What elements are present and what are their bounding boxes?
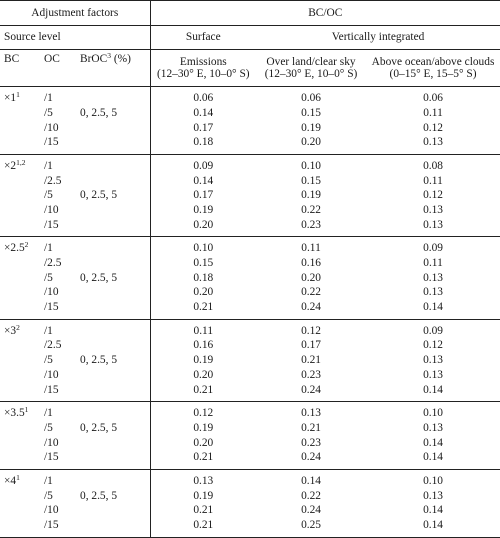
emis-value-cell: 0.16 bbox=[193, 339, 214, 352]
land-value-cell: 0.15 bbox=[301, 174, 321, 187]
bc-factor-cell bbox=[0, 300, 38, 319]
land-value-cell: 0.22 bbox=[301, 489, 321, 502]
broc-cell bbox=[80, 338, 150, 353]
broc-cell: 0, 2.5, 5 bbox=[80, 421, 150, 436]
land-value-cell: 0.23 bbox=[301, 436, 321, 449]
oc-factor-cell: /10 bbox=[44, 368, 59, 381]
table-row bbox=[0, 285, 500, 300]
table-body bbox=[0, 87, 500, 538]
land-value-cell: 0.24 bbox=[301, 504, 321, 517]
broc-cell bbox=[80, 120, 150, 135]
broc-cell bbox=[80, 382, 150, 401]
broc-cell bbox=[80, 237, 150, 256]
emis-value-cell: 0.19 bbox=[193, 354, 214, 367]
ocean-value-cell: 0.11 bbox=[423, 174, 443, 187]
land-value-cell: 0.21 bbox=[301, 354, 321, 367]
oc-factor-cell: /10 bbox=[44, 203, 59, 216]
emis-value-cell: 0.21 bbox=[193, 451, 214, 464]
table-row bbox=[0, 518, 500, 537]
ocean-value-cell: 0.10 bbox=[366, 402, 500, 421]
bc-factor-cell bbox=[0, 218, 38, 237]
ocean-value-cell: 0.14 bbox=[423, 504, 443, 517]
bc-factor-cell: $\times 3^2$ bbox=[0, 319, 38, 338]
oc-factor-cell: /1 bbox=[38, 154, 80, 173]
land-value-cell: 0.06 bbox=[301, 92, 321, 105]
land-value-cell: 0.11 bbox=[256, 237, 366, 256]
emis-value-cell: 0.06 bbox=[193, 92, 214, 105]
table-row bbox=[0, 218, 500, 237]
table-row bbox=[0, 489, 500, 504]
oc-factor-cell: /10 bbox=[44, 504, 59, 517]
bc-factor-cell: $\times 4^1$ bbox=[0, 469, 38, 488]
bc-factor-cell: $\times 2.5^2$ bbox=[0, 237, 38, 256]
ocean-value-cell: 0.14 bbox=[423, 301, 443, 314]
land-value-cell: 0.23 bbox=[301, 368, 321, 381]
bc-factor-cell bbox=[0, 353, 38, 368]
bc-factor-cell bbox=[0, 382, 38, 401]
land-value-cell: 0.15 bbox=[301, 106, 321, 119]
bc-factor-cell: $\times 1^1$ bbox=[4, 90, 20, 105]
ocean-value-cell: 0.13 bbox=[423, 271, 443, 284]
bc-factor-cell bbox=[0, 106, 38, 121]
bc-factor-cell: $\times 2^{1,2}$ bbox=[0, 154, 38, 173]
ocean-value-cell: 0.11 bbox=[423, 106, 443, 119]
table-row bbox=[0, 450, 500, 469]
table-row bbox=[0, 382, 500, 401]
emis-value-cell: 0.11 bbox=[150, 319, 256, 338]
ocean-value-cell: 0.13 bbox=[423, 136, 443, 149]
emis-value-cell: 0.10 bbox=[150, 237, 256, 256]
table-row bbox=[0, 319, 500, 338]
surface-header: Surface bbox=[150, 26, 256, 50]
oc-factor-cell: /5 bbox=[44, 189, 53, 202]
table-row bbox=[0, 368, 500, 383]
oc-factor-cell: /2.5 bbox=[44, 174, 62, 187]
oc-factor-cell: /5 bbox=[44, 106, 53, 119]
land-value-cell: 0.20 bbox=[301, 271, 321, 284]
vertically-integrated-header: Vertically integrated bbox=[256, 26, 500, 50]
broc-cell bbox=[80, 503, 150, 518]
table-row bbox=[0, 338, 500, 353]
emis-value-cell: 0.20 bbox=[193, 286, 214, 299]
table-row bbox=[0, 120, 500, 135]
emis-value-cell: 0.14 bbox=[193, 174, 214, 187]
land-value-cell: 0.19 bbox=[301, 121, 321, 134]
land-value-cell: 0.16 bbox=[301, 257, 321, 270]
oc-factor-cell: /15 bbox=[44, 136, 59, 149]
broc-cell: 0, 2.5, 5 bbox=[80, 106, 150, 121]
broc-cell bbox=[80, 203, 150, 218]
bc-factor-cell: $\times 3.5^1$ bbox=[0, 402, 38, 421]
ocean-value-cell: 0.09 bbox=[366, 319, 500, 338]
emis-value-cell: 0.18 bbox=[193, 136, 214, 149]
adjustment-factors-header: Adjustment factors bbox=[0, 1, 150, 26]
emis-value-cell: 0.21 bbox=[150, 518, 256, 537]
broc-cell bbox=[80, 218, 150, 237]
oc-factor-cell: /10 bbox=[44, 121, 59, 134]
col-oc-header: OC bbox=[38, 50, 80, 87]
broc-cell bbox=[80, 173, 150, 188]
table-row bbox=[0, 503, 500, 518]
land-value-cell: 0.12 bbox=[256, 319, 366, 338]
broc-cell: 0, 2.5, 5 bbox=[80, 489, 150, 504]
oc-factor-cell: /1 bbox=[38, 402, 80, 421]
oc-factor-cell: /15 bbox=[38, 518, 80, 537]
oc-factor-cell: /1 bbox=[38, 469, 80, 488]
oc-factor-cell: /15 bbox=[44, 301, 59, 314]
land-value-cell: 0.24 bbox=[301, 301, 321, 314]
land-value-cell: 0.24 bbox=[301, 451, 321, 464]
land-value-cell: 0.19 bbox=[301, 189, 321, 202]
emis-value-cell: 0.18 bbox=[193, 271, 214, 284]
emis-value-cell: 0.20 bbox=[193, 436, 214, 449]
table-row bbox=[0, 435, 500, 450]
bc-factor-cell bbox=[0, 135, 38, 154]
oc-factor-cell: /2.5 bbox=[44, 339, 62, 352]
broc-cell bbox=[80, 469, 150, 488]
broc-cell bbox=[80, 368, 150, 383]
bc-factor-cell bbox=[0, 203, 38, 218]
table-row bbox=[0, 188, 500, 203]
table-row bbox=[0, 353, 500, 368]
ocean-value-cell: 0.14 bbox=[423, 383, 443, 396]
broc-cell bbox=[80, 435, 150, 450]
emis-value-cell: 0.21 bbox=[193, 504, 214, 517]
oc-factor-cell: /2.5 bbox=[44, 257, 62, 270]
land-value-cell: 0.21 bbox=[301, 421, 321, 434]
table-row bbox=[0, 469, 500, 488]
land-value-cell: 0.10 bbox=[256, 154, 366, 173]
land-value-cell: 0.22 bbox=[301, 203, 321, 216]
broc-cell bbox=[80, 518, 150, 537]
broc-cell bbox=[80, 87, 150, 106]
emis-value-cell: 0.20 bbox=[193, 218, 214, 231]
ocean-value-cell: 0.13 bbox=[423, 368, 443, 381]
oc-factor-cell: /5 bbox=[44, 421, 53, 434]
ocean-value-cell: 0.13 bbox=[423, 203, 443, 216]
ocean-value-cell: 0.08 bbox=[366, 154, 500, 173]
bc-oc-header: BC/OC bbox=[150, 1, 500, 26]
ocean-value-cell: 0.14 bbox=[423, 436, 443, 449]
oc-factor-cell: /10 bbox=[44, 286, 59, 299]
ocean-value-cell: 0.12 bbox=[423, 121, 443, 134]
bc-factor-cell bbox=[0, 450, 38, 469]
broc-cell bbox=[80, 256, 150, 271]
emis-value-cell: 0.17 bbox=[193, 121, 214, 134]
table-row bbox=[0, 203, 500, 218]
bc-factor-cell bbox=[0, 503, 38, 518]
oc-factor-cell: /15 bbox=[44, 383, 59, 396]
col-bc-header: BC bbox=[0, 50, 38, 87]
land-value-cell: 0.23 bbox=[301, 218, 321, 231]
ocean-value-cell: 0.06 bbox=[423, 92, 443, 105]
table-row bbox=[0, 402, 500, 421]
oc-factor-cell: /15 bbox=[44, 218, 59, 231]
table-row bbox=[0, 256, 500, 271]
broc-cell: 0, 2.5, 5 bbox=[80, 188, 150, 203]
ocean-value-cell: 0.13 bbox=[423, 354, 443, 367]
emis-value-cell: 0.09 bbox=[150, 154, 256, 173]
broc-cell bbox=[80, 402, 150, 421]
emis-value-cell: 0.12 bbox=[150, 402, 256, 421]
oc-factor-cell: /5 bbox=[44, 489, 53, 502]
oc-factor-cell: /5 bbox=[44, 271, 53, 284]
table-row bbox=[0, 173, 500, 188]
bc-factor-cell bbox=[0, 421, 38, 436]
ocean-value-cell: 0.09 bbox=[366, 237, 500, 256]
oc-factor-cell: /1 bbox=[38, 237, 80, 256]
col-land-header: Over land/clear sky (12–30° E, 10–0° S) bbox=[256, 50, 366, 87]
land-value-cell: 0.24 bbox=[301, 383, 321, 396]
oc-factor-cell: /10 bbox=[44, 436, 59, 449]
col-emissions-header: Emissions (12–30° E, 10–0° S) bbox=[150, 50, 256, 87]
table-row bbox=[0, 154, 500, 173]
table-row bbox=[0, 106, 500, 121]
source-level-header: Source level bbox=[0, 26, 150, 50]
broc-cell bbox=[80, 319, 150, 338]
table-row bbox=[0, 135, 500, 154]
oc-factor-cell: /1 bbox=[44, 92, 53, 105]
oc-factor-cell: /5 bbox=[44, 354, 53, 367]
bc-factor-cell bbox=[0, 173, 38, 188]
emis-value-cell: 0.19 bbox=[193, 489, 214, 502]
land-value-cell: 0.25 bbox=[256, 518, 366, 537]
oc-factor-cell: /1 bbox=[38, 319, 80, 338]
bc-factor-cell bbox=[0, 256, 38, 271]
table-row bbox=[0, 237, 500, 256]
bc-factor-cell bbox=[0, 368, 38, 383]
bc-factor-cell bbox=[0, 120, 38, 135]
bc-factor-cell bbox=[0, 285, 38, 300]
broc-cell: 0, 2.5, 5 bbox=[80, 353, 150, 368]
land-value-cell: 0.17 bbox=[301, 339, 321, 352]
ocean-value-cell: 0.12 bbox=[423, 189, 443, 202]
bc-factor-cell bbox=[0, 435, 38, 450]
bc-factor-cell bbox=[0, 188, 38, 203]
broc-cell bbox=[80, 285, 150, 300]
ocean-value-cell: 0.13 bbox=[423, 286, 443, 299]
broc-cell bbox=[80, 154, 150, 173]
broc-cell bbox=[80, 135, 150, 154]
table-row bbox=[0, 300, 500, 319]
ocean-value-cell: 0.14 bbox=[366, 518, 500, 537]
broc-cell bbox=[80, 300, 150, 319]
col-broc-header: BrOC$^3$ (%) bbox=[80, 50, 150, 87]
broc-cell: 0, 2.5, 5 bbox=[80, 271, 150, 286]
ocean-value-cell: 0.13 bbox=[423, 218, 443, 231]
emis-value-cell: 0.21 bbox=[193, 383, 214, 396]
emis-value-cell: 0.14 bbox=[193, 106, 214, 119]
land-value-cell: 0.14 bbox=[256, 469, 366, 488]
ocean-value-cell: 0.11 bbox=[423, 257, 443, 270]
broc-cell bbox=[80, 450, 150, 469]
emis-value-cell: 0.20 bbox=[193, 368, 214, 381]
emis-value-cell: 0.17 bbox=[193, 189, 214, 202]
ocean-value-cell: 0.10 bbox=[366, 469, 500, 488]
ocean-value-cell: 0.13 bbox=[423, 489, 443, 502]
oc-factor-cell: /15 bbox=[44, 451, 59, 464]
bc-factor-cell bbox=[0, 271, 38, 286]
table-row bbox=[0, 421, 500, 436]
land-value-cell: 0.22 bbox=[301, 286, 321, 299]
emis-value-cell: 0.19 bbox=[193, 203, 214, 216]
ocean-value-cell: 0.14 bbox=[423, 451, 443, 464]
table-row bbox=[0, 271, 500, 286]
table-row bbox=[0, 87, 500, 106]
emis-value-cell: 0.21 bbox=[193, 301, 214, 314]
emis-value-cell: 0.15 bbox=[193, 257, 214, 270]
land-value-cell: 0.13 bbox=[256, 402, 366, 421]
emis-value-cell: 0.19 bbox=[193, 421, 214, 434]
col-ocean-header: Above ocean/above clouds (0–15° E, 15–5° S) bbox=[366, 50, 500, 87]
bc-factor-cell bbox=[0, 489, 38, 504]
bc-factor-cell bbox=[0, 518, 38, 537]
emis-value-cell: 0.13 bbox=[150, 469, 256, 488]
bc-factor-cell bbox=[0, 338, 38, 353]
land-value-cell: 0.20 bbox=[301, 136, 321, 149]
ocean-value-cell: 0.13 bbox=[423, 421, 443, 434]
ocean-value-cell: 0.12 bbox=[423, 339, 443, 352]
